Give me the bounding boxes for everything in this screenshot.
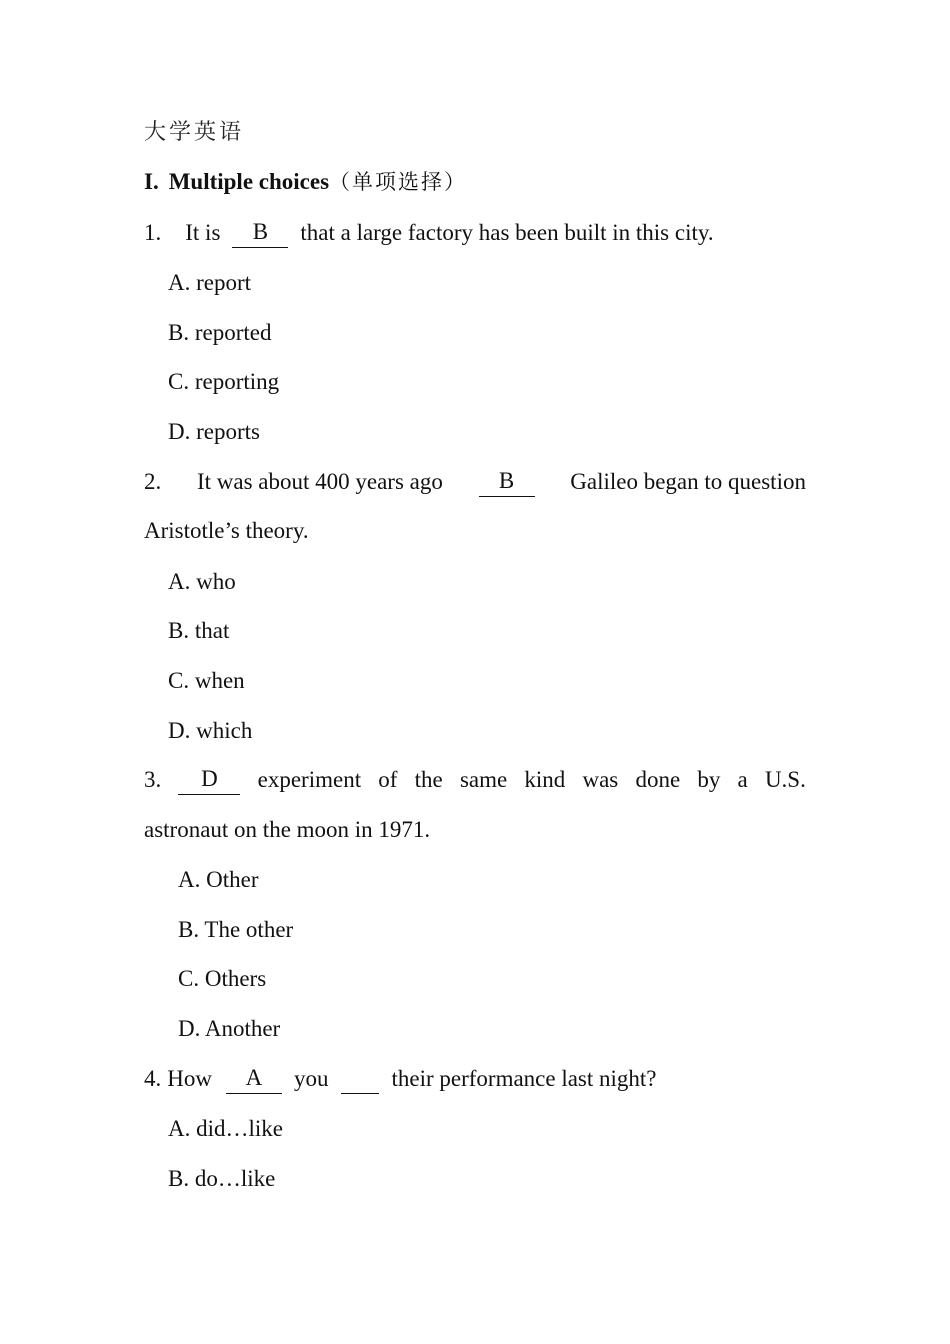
word: done [635,767,681,792]
question-1-stem [144,217,714,249]
question-number: 4. [144,1066,162,1091]
option: A. report [168,270,252,295]
question-2-stem [144,466,806,498]
option: A. did…like [168,1116,283,1141]
answer-blank: D [178,764,240,795]
question-2-before: It was about 400 years ago [196,469,443,494]
word: by [697,767,721,792]
question-2-continuation: Aristotle’s theory. [144,518,309,543]
question-number: 3. [144,767,162,792]
option: D. reports [168,419,260,444]
question-number: 2. [144,469,162,494]
section-dot: . [152,169,159,194]
question-4-after: their performance last night? [391,1066,657,1091]
option: D. which [168,718,253,743]
option: B. The other [178,917,294,942]
word: kind [524,767,566,792]
question-4-middle: you [293,1066,329,1091]
question-4-stem [144,1063,657,1095]
option: B. that [168,618,230,643]
word: the [414,767,443,792]
question-3-stem [144,764,806,796]
option: B. reported [168,320,272,345]
word: of [378,767,398,792]
section-title-en: Multiple choices [168,169,330,194]
option: B. do…like [168,1166,276,1191]
question-3-continuation: astronaut on the moon in 1971. [144,817,431,842]
question-4-before: How [167,1066,212,1091]
option: A. Other [178,867,259,892]
question-1-before: It is [185,220,221,245]
option: C. when [168,668,245,693]
section-heading [144,166,467,198]
section-title-zh: （单项选择） [329,170,468,194]
answer-blank: B [232,217,288,248]
question-1-after: that a large factory has been built in this city. [300,220,714,245]
answer-blank-2 [341,1063,379,1094]
section-roman-numeral: I [144,169,153,194]
word: was [582,767,619,792]
course-title: 大学英语 [144,120,245,145]
word: experiment [257,767,362,792]
word: U.S. [764,767,806,792]
option: A. who [168,569,236,594]
option: D. Another [178,1016,281,1041]
word: same [459,767,508,792]
answer-blank: B [479,466,535,497]
option: C. Others [178,966,267,991]
answer-blank: A [226,1063,282,1094]
question-number: 1. [144,220,162,245]
question-2-after: Galileo began to question [570,469,806,494]
option: C. reporting [168,369,280,394]
word: a [737,767,748,792]
